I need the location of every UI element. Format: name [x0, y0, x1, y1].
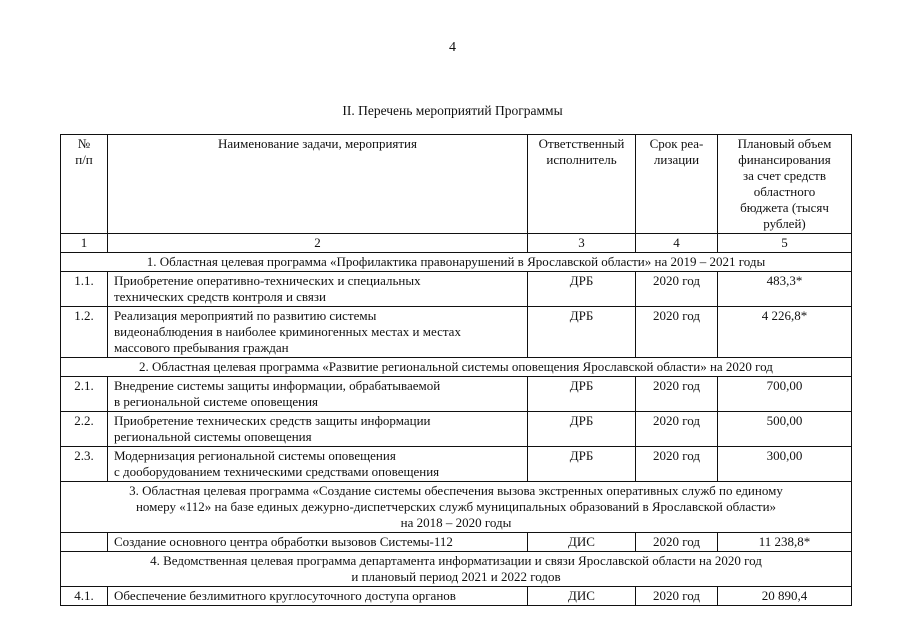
- row-responsible: ДРБ: [528, 272, 636, 307]
- table-row: [61, 377, 852, 412]
- header-term: Срок реа- лизации: [636, 135, 718, 234]
- table-row: [61, 447, 852, 482]
- row-responsible: ДРБ: [528, 447, 636, 482]
- row-term: 2020 год: [636, 272, 718, 307]
- program-title: 1. Областная целевая программа «Профилактика правонарушений в Ярославской области» на 2019 – 2021 годы: [61, 253, 852, 272]
- row-number: [61, 533, 108, 552]
- row-term: 2020 год: [636, 533, 718, 552]
- program-row: [61, 253, 852, 272]
- program-title: 3. Областная целевая программа «Создание системы обеспечения вызова экстренных оперативных служб по единому номеру «112» на базе единых дежурно-диспетчерских служб муниципальных образований в Ярославской области» на 2018 – 2020 годы: [61, 482, 852, 533]
- program-title: 2. Областная целевая программа «Развитие региональной системы оповещения Ярославской области» на 2020 год: [61, 358, 852, 377]
- measures-table: [60, 134, 852, 606]
- row-term: 2020 год: [636, 307, 718, 358]
- row-responsible: ДРБ: [528, 307, 636, 358]
- program-row: [61, 482, 852, 533]
- header-number: № п/п: [61, 135, 108, 234]
- row-number: 2.3.: [61, 447, 108, 482]
- header-name: Наименование задачи, мероприятия: [108, 135, 528, 234]
- column-index: 4: [636, 234, 718, 253]
- row-amount: 483,3*: [718, 272, 852, 307]
- row-name: Модернизация региональной системы оповещения с дооборудованием техническими средствами оповещения: [108, 447, 528, 482]
- row-name: Приобретение технических средств защиты информации региональной системы оповещения: [108, 412, 528, 447]
- row-term: 2020 год: [636, 587, 718, 606]
- row-name: Приобретение оперативно-технических и специальных технических средств контроля и связи: [108, 272, 528, 307]
- row-amount: 700,00: [718, 377, 852, 412]
- program-row: [61, 552, 852, 587]
- row-amount: 4 226,8*: [718, 307, 852, 358]
- row-responsible: ДИС: [528, 587, 636, 606]
- program-title: 4. Ведомственная целевая программа департамента информатизации и связи Ярославской области на 2020 год и плановый период 2021 и 2022 годов: [61, 552, 852, 587]
- row-responsible: ДРБ: [528, 377, 636, 412]
- program-row: [61, 358, 852, 377]
- row-term: 2020 год: [636, 412, 718, 447]
- table-row: [61, 412, 852, 447]
- section-title: II. Перечень мероприятий Программы: [342, 103, 563, 118]
- table-row: [61, 533, 852, 552]
- page-number: 4: [449, 40, 456, 55]
- table-row: [61, 307, 852, 358]
- row-name: Обеспечение безлимитного круглосуточного доступа органов: [108, 587, 528, 606]
- column-index-row: [61, 234, 852, 253]
- row-number: 1.2.: [61, 307, 108, 358]
- row-number: 2.2.: [61, 412, 108, 447]
- row-number: 2.1.: [61, 377, 108, 412]
- column-index: 2: [108, 234, 528, 253]
- row-term: 2020 год: [636, 447, 718, 482]
- row-amount: 300,00: [718, 447, 852, 482]
- column-index: 1: [61, 234, 108, 253]
- row-responsible: ДИС: [528, 533, 636, 552]
- row-name: Создание основного центра обработки вызовов Системы-112: [108, 533, 528, 552]
- row-number: 1.1.: [61, 272, 108, 307]
- row-number: 4.1.: [61, 587, 108, 606]
- row-name: Реализация мероприятий по развитию системы видеонаблюдения в наиболее криминогенных местах и местах массового пребывания граждан: [108, 307, 528, 358]
- header-funding: Плановый объем финансирования за счет средств областного бюджета (тысяч рублей): [718, 135, 852, 234]
- row-amount: 20 890,4: [718, 587, 852, 606]
- table-row: [61, 272, 852, 307]
- row-amount: 11 238,8*: [718, 533, 852, 552]
- column-index: 3: [528, 234, 636, 253]
- table-row: [61, 587, 852, 606]
- table-header-row: [61, 135, 852, 234]
- column-index: 5: [718, 234, 852, 253]
- row-name: Внедрение системы защиты информации, обрабатываемой в региональной системе оповещения: [108, 377, 528, 412]
- row-responsible: ДРБ: [528, 412, 636, 447]
- row-amount: 500,00: [718, 412, 852, 447]
- header-responsible: Ответственный исполнитель: [528, 135, 636, 234]
- table-body: [61, 234, 852, 606]
- row-term: 2020 год: [636, 377, 718, 412]
